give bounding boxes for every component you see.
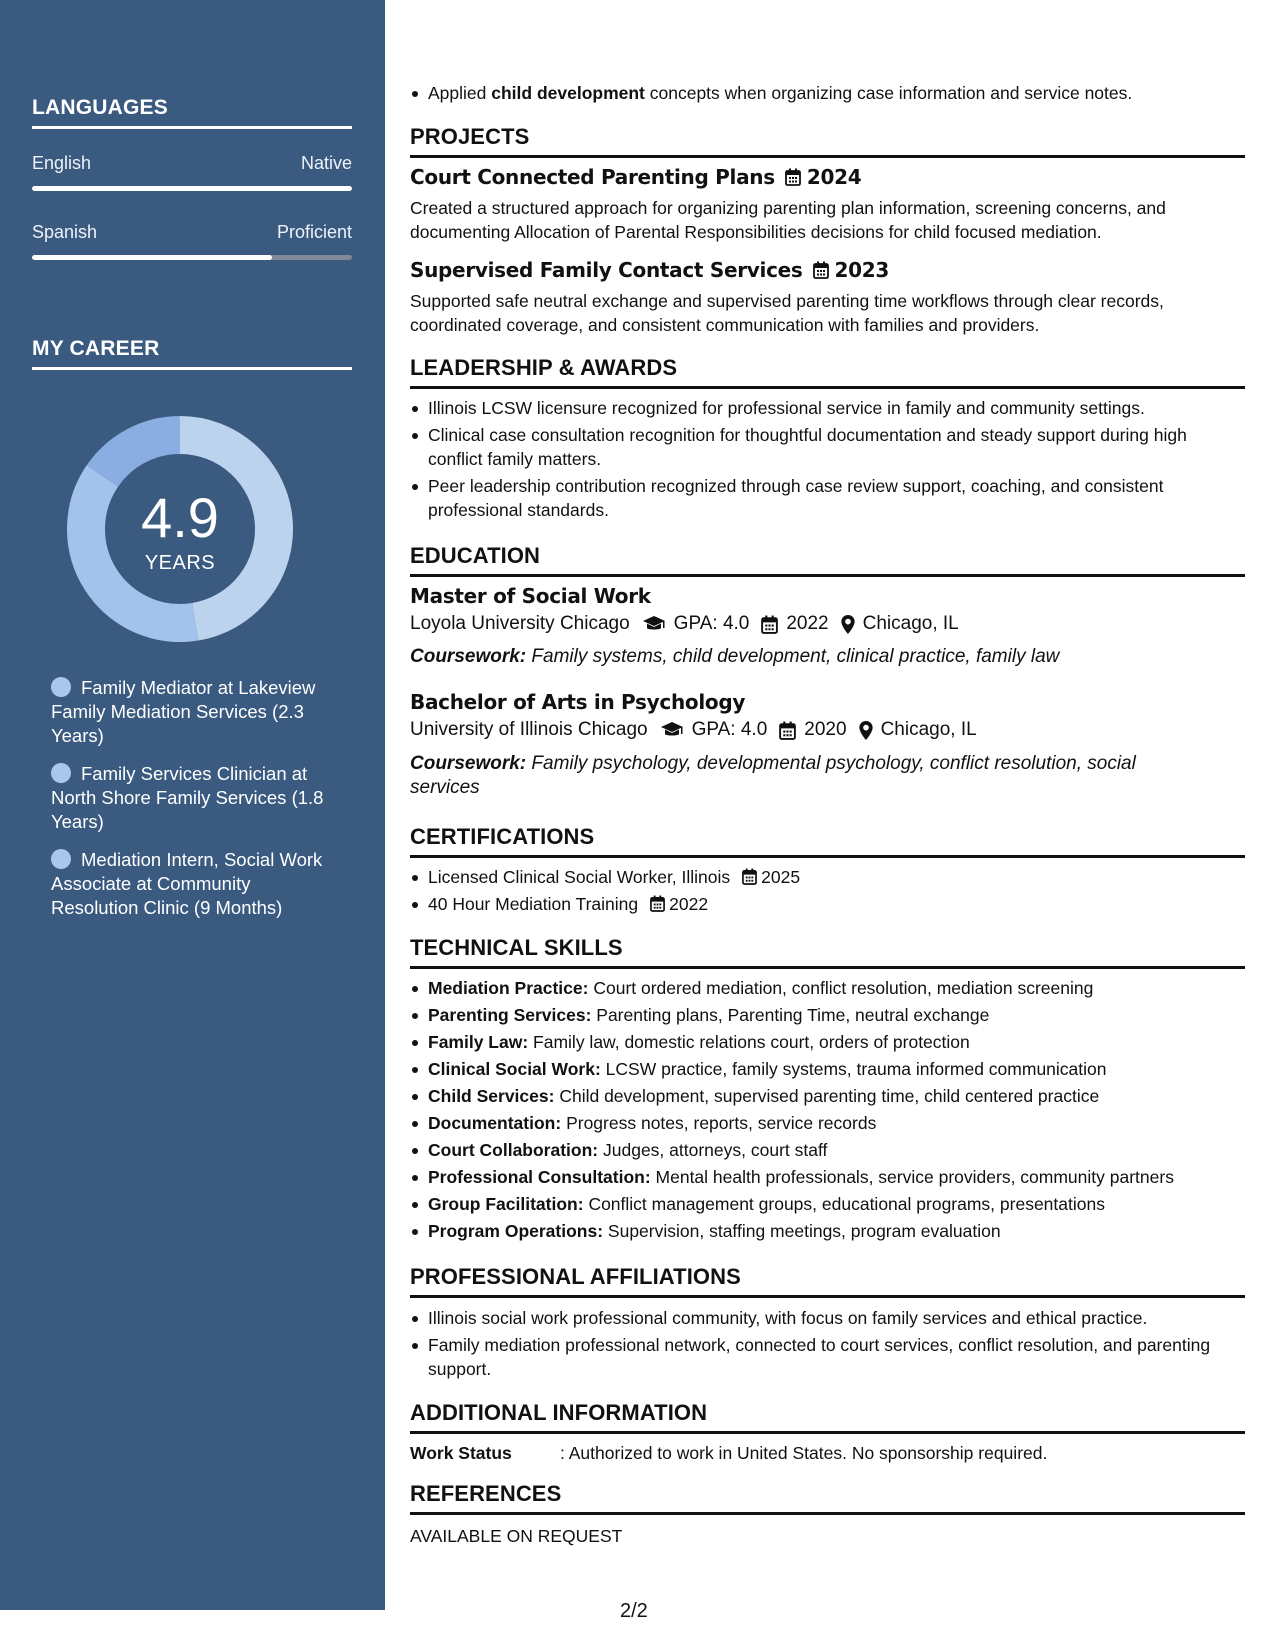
- list-item: Parenting Services: Parenting plans, Parenting Time, neutral exchange: [410, 1003, 1245, 1027]
- location-pin-icon: [841, 615, 855, 634]
- work-status-value: : Authorized to work in United States. No sponsorship required.: [560, 1443, 1048, 1463]
- technical-skills-list: [410, 976, 1245, 1246]
- list-item: Illinois LCSW licensure recognized for professional service in family and community settings.: [410, 396, 1245, 420]
- school-name: Loyola University Chicago: [410, 613, 630, 634]
- language-name: Spanish: [32, 222, 98, 242]
- affiliations-list: [410, 1306, 1245, 1384]
- languages-heading: LANGUAGES: [32, 96, 352, 129]
- graduation-year: 2020: [804, 719, 847, 740]
- calendar-icon: [650, 895, 665, 912]
- project-year: 2023: [834, 258, 889, 282]
- calendar-icon: [813, 261, 829, 279]
- coursework: Coursework: Family systems, child development, clinical practice, family law: [410, 646, 1060, 667]
- list-item: Applied child development concepts when organizing case information and service notes.: [410, 81, 1245, 105]
- list-item: Illinois social work professional community, with focus on family services and ethical practice.: [410, 1306, 1245, 1330]
- list-item: Family Law: Family law, domestic relations court, orders of protection: [410, 1030, 1245, 1054]
- project-title: Supervised Family Contact Services 2023: [410, 258, 889, 282]
- leadership-list: [410, 396, 1245, 525]
- project-description: Supported safe neutral exchange and supervised parenting time workflows through clear records, coordinated coverage, and consistent communication with families and providers.: [410, 291, 1164, 335]
- coursework: Coursework: Family psychology, developmental psychology, conflict resolution, social services: [410, 753, 1136, 798]
- career-item: [51, 848, 341, 920]
- career-total-unit: YEARS: [144, 551, 216, 574]
- career-item: [51, 676, 341, 748]
- affiliations-heading: PROFESSIONAL AFFILIATIONS: [410, 1264, 1245, 1298]
- language-bar: [32, 186, 352, 191]
- education-details: [410, 613, 959, 635]
- list-item: Court Collaboration: Judges, attorneys, court staff: [410, 1138, 1245, 1162]
- list-item: Licensed Clinical Social Worker, Illinois 2025: [410, 865, 1245, 889]
- graduation-year: 2022: [786, 613, 829, 634]
- list-item: Documentation: Progress notes, reports, service records: [410, 1111, 1245, 1135]
- sidebar: [0, 0, 385, 1610]
- career-item-text: Family Mediator at Lakeview Family Mediation Services (2.3 Years): [51, 677, 316, 746]
- career-list: [51, 676, 341, 934]
- gpa: GPA: 4.0: [673, 613, 750, 634]
- career-item-text: Family Services Clinician at North Shore Family Services (1.8 Years): [51, 763, 324, 832]
- gpa: GPA: 4.0: [691, 719, 768, 740]
- career-dot-icon: [51, 849, 71, 869]
- list-item: 40 Hour Mediation Training 2022: [410, 892, 1245, 916]
- additional-info-heading: ADDITIONAL INFORMATION: [410, 1400, 1245, 1434]
- leadership-heading: LEADERSHIP & AWARDS: [410, 355, 1245, 389]
- language-bar: [32, 255, 352, 260]
- list-item: Group Facilitation: Conflict management groups, educational programs, presentations: [410, 1192, 1245, 1216]
- certifications-list: [410, 865, 1245, 919]
- graduation-cap-icon: [660, 721, 684, 739]
- language-name: English: [32, 153, 92, 173]
- work-status-label: Work Status: [410, 1443, 512, 1463]
- work-status-row: [410, 1443, 1047, 1464]
- project-description: Created a structured approach for organizing parenting plan information, screening concerns, and documenting Allocation of Parental Responsibilities decisions for child focused mediation.: [410, 198, 1166, 242]
- school-name: University of Illinois Chicago: [410, 719, 648, 740]
- language-spanish: [32, 222, 352, 260]
- list-item: Professional Consultation: Mental health professionals, service providers, community partners: [410, 1165, 1245, 1189]
- projects-heading: PROJECTS: [410, 124, 1245, 158]
- list-item: Peer leadership contribution recognized through case review support, coaching, and consistent professional standards.: [410, 474, 1245, 522]
- project-title: Court Connected Parenting Plans 2024: [410, 165, 862, 189]
- calendar-icon: [761, 615, 778, 634]
- list-item: Program Operations: Supervision, staffing meetings, program evaluation: [410, 1219, 1245, 1243]
- calendar-icon: [779, 721, 796, 740]
- list-item: Clinical Social Work: LCSW practice, family systems, trauma informed communication: [410, 1057, 1245, 1081]
- career-item: [51, 762, 341, 834]
- career-dot-icon: [51, 677, 71, 697]
- list-item: Child Services: Child development, supervised parenting time, child centered practice: [410, 1084, 1245, 1108]
- page-number: 2/2: [620, 1600, 648, 1622]
- degree-title: Master of Social Work: [410, 584, 651, 608]
- list-item: Family mediation professional network, connected to court services, conflict resolution, and parenting support.: [410, 1333, 1245, 1381]
- list-item: Mediation Practice: Court ordered mediation, conflict resolution, mediation screening: [410, 976, 1245, 1000]
- education-heading: EDUCATION: [410, 543, 1245, 577]
- language-level: Proficient: [276, 222, 352, 242]
- career-heading: MY CAREER: [32, 337, 352, 370]
- location: Chicago, IL: [862, 613, 959, 634]
- degree-title: Bachelor of Arts in Psychology: [410, 690, 746, 714]
- career-item-text: Mediation Intern, Social Work Associate at Community Resolution Clinic (9 Months): [51, 849, 323, 918]
- list-item: Clinical case consultation recognition for thoughtful documentation and steady support during high conflict family matters.: [410, 423, 1245, 471]
- career-total-number: 4.9: [141, 485, 219, 549]
- technical-skills-heading: TECHNICAL SKILLS: [410, 935, 1245, 969]
- language-bar-fill: [32, 255, 272, 260]
- certifications-heading: CERTIFICATIONS: [410, 824, 1245, 858]
- intro-bullet-list: [410, 81, 1245, 108]
- graduation-cap-icon: [642, 615, 666, 633]
- project-year: 2024: [806, 165, 862, 189]
- references-heading: REFERENCES: [410, 1481, 1245, 1515]
- references-text: AVAILABLE ON REQUEST: [410, 1526, 623, 1546]
- language-english: [32, 153, 352, 191]
- education-details: [410, 719, 977, 741]
- calendar-icon: [742, 868, 757, 885]
- language-bar-fill: [32, 186, 352, 191]
- career-total: [67, 416, 293, 642]
- career-dot-icon: [51, 763, 71, 783]
- calendar-icon: [785, 168, 801, 186]
- language-level: Native: [300, 153, 352, 173]
- location: Chicago, IL: [880, 719, 977, 740]
- location-pin-icon: [859, 721, 873, 740]
- career-donut-chart: [67, 416, 293, 642]
